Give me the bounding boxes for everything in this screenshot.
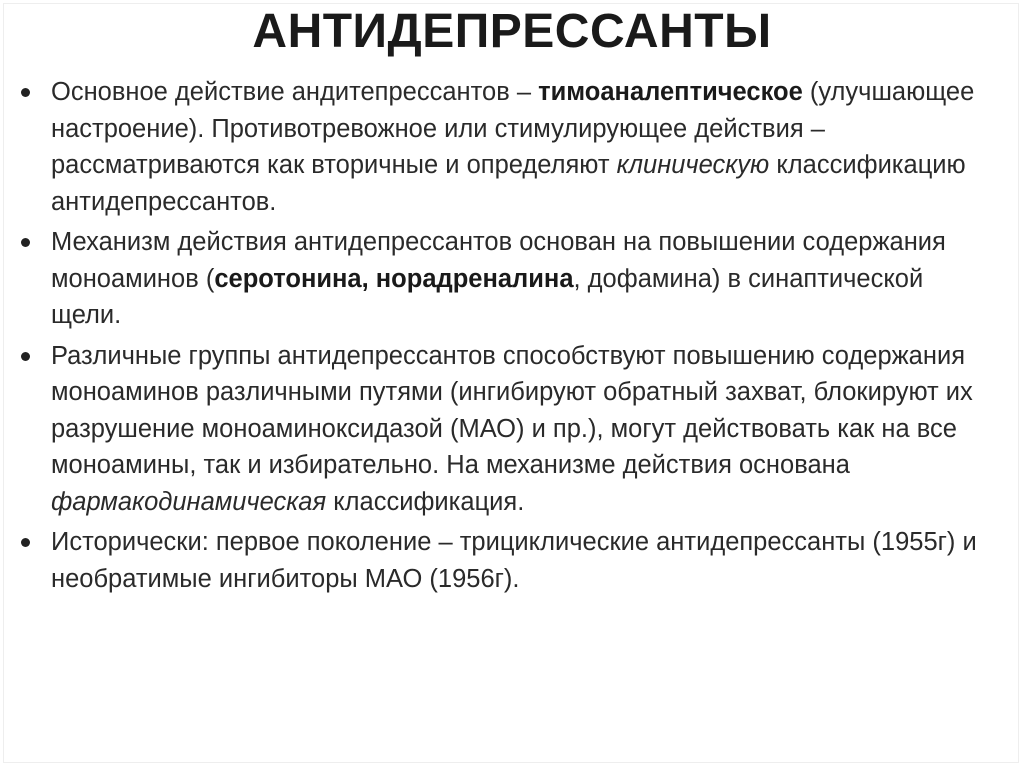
bullet-item-2 (19, 224, 979, 334)
slide-title: АНТИДЕПРЕССАНТЫ (252, 5, 772, 58)
bullet-dot-icon (21, 538, 30, 547)
bullet-2-text: Механизм действия антидепрессантов основан на повышении содержания моноаминов ( (51, 228, 946, 293)
bullet-dot-icon (21, 352, 30, 361)
bullet-3-italic-term: фармакодинамическая (51, 487, 327, 516)
bullet-1-italic-term: клиническую (616, 151, 770, 179)
bullet-3-text: Различные группы антидепрессантов способствуют повышению содержания моноаминов различными путями (ингибируют обратный захват, блокируют их разрушение моноаминоксидазой (МАО) и пр.), могут действовать как на все моноамины, так и избирательно. На механизме действия основана (51, 341, 973, 479)
bullet-2-bold-term: серотонина, норадреналина (214, 264, 574, 293)
bullet-dot-icon (21, 238, 30, 247)
bullet-item-4 (19, 524, 979, 597)
bullet-1-text-cont: (улучшающее настроение). Противотревожное или стимулирующее действия – рассматриваются как вторичные и определяют (51, 78, 975, 179)
bullet-4-text: Исторически: первое поколение – трициклические антидепрессанты (1955г) и необратимые ингибиторы МАО (1956г). (51, 528, 977, 593)
bullet-2-text-end: , дофамина) в синаптической щели. (51, 264, 924, 329)
bullet-dot-icon (21, 88, 30, 97)
bullet-list (19, 74, 979, 601)
bullet-item-1 (19, 74, 979, 220)
bullet-3-text-end: классификация. (326, 487, 525, 516)
bullet-1-text-end: классификацию антидепрессантов. (51, 151, 966, 216)
bullet-item-3 (19, 338, 979, 521)
bullet-1-text: Основное действие андитепрессантов – (51, 78, 539, 106)
bullet-1-bold-term: тимоаналептическое (538, 78, 803, 106)
